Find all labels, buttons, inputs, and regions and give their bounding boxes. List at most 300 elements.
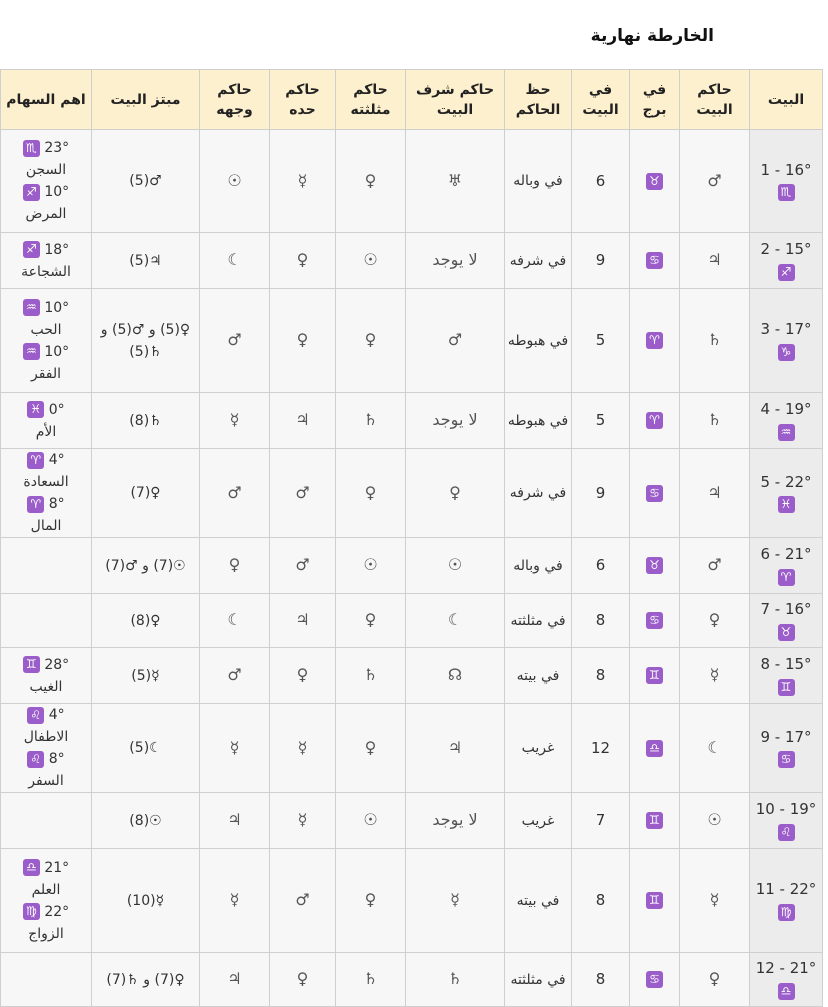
almuten-value: ♃(5) [129, 252, 162, 269]
planet-icon: ♀ [364, 482, 377, 502]
exaltation-ruler-cell [406, 849, 505, 953]
exaltation-ruler-cell [406, 648, 505, 704]
header-in-house: في البيت [572, 70, 630, 130]
ruler-dignity-cell: غريب [505, 793, 572, 849]
zodiac-sign-icon: ♌ [778, 824, 795, 841]
lot-entry [3, 239, 89, 261]
face-ruler-cell [200, 393, 270, 449]
planet-icon: ☿ [229, 890, 240, 909]
zodiac-sign-icon: ♈ [646, 412, 663, 429]
planet-icon: ♀ [296, 250, 309, 269]
almuten-cell [92, 594, 200, 648]
header-row [1, 70, 823, 130]
house-cell [750, 233, 823, 289]
lot-name: العلم [31, 881, 61, 898]
header-triplicity-ruler: حاكم مثلثته [336, 70, 406, 130]
lot-degree: 28° [44, 656, 70, 673]
house-number: 7 [595, 811, 606, 829]
lot-entry [3, 748, 89, 770]
exaltation-ruler-cell [406, 449, 505, 538]
almuten-cell [92, 648, 200, 704]
planet-icon: ♀ [364, 170, 377, 190]
header-house-ruler: حاكم البيت [680, 70, 750, 130]
planet-icon: ♀ [228, 555, 241, 574]
face-ruler-cell [200, 953, 270, 1007]
zodiac-sign-icon: ♋ [646, 485, 663, 502]
table-row [1, 233, 823, 289]
almuten-value: ♄(8) [129, 412, 162, 429]
zodiac-sign-icon: ♏ [23, 140, 40, 157]
lot-degree: 23° [44, 140, 70, 156]
term-ruler-cell [270, 953, 336, 1007]
planet-icon: ♃ [707, 250, 722, 269]
lot-degree: 8° [48, 751, 65, 767]
lot-name: السعادة [23, 474, 69, 490]
planet-icon: ♀ [364, 330, 377, 349]
planet-icon: ☿ [297, 737, 308, 757]
almuten-cell [92, 393, 200, 449]
house-number: 8 [595, 611, 606, 629]
header-house: البيت [750, 70, 823, 130]
triplicity-ruler-cell [336, 130, 406, 233]
planet-icon: ☾ [227, 610, 242, 629]
exaltation-ruler-cell [406, 704, 505, 793]
planet-icon: ♀ [296, 969, 309, 988]
house-ruler-cell [680, 449, 750, 538]
in-house-cell [572, 449, 630, 538]
table-body [1, 130, 823, 1007]
in-sign-cell [630, 130, 680, 233]
in-sign-cell [630, 449, 680, 538]
house-ruler-cell [680, 849, 750, 953]
planet-icon: ☿ [229, 410, 240, 429]
house-cell [750, 449, 823, 538]
house-number: 5 [595, 331, 606, 349]
almuten-value: ☉(7) و ♂(7) [105, 557, 186, 574]
planet-icon: ♀ [364, 610, 377, 629]
lot-name: الشجاعة [21, 263, 71, 280]
almuten-value: ♀(7) [130, 485, 161, 501]
table-row [1, 130, 823, 233]
lots-cell [1, 849, 92, 953]
table-row [1, 538, 823, 594]
planet-icon: ☊ [447, 665, 463, 684]
term-ruler-cell [270, 289, 336, 393]
table-row [1, 289, 823, 393]
zodiac-sign-icon: ♒ [23, 343, 40, 360]
face-ruler-cell [200, 289, 270, 393]
triplicity-ruler-cell [336, 704, 406, 793]
house-number-degree: 7 - 16° [760, 600, 812, 618]
house-number: 5 [595, 411, 606, 429]
zodiac-sign-icon: ♉ [646, 557, 663, 574]
house-ruler-cell [680, 289, 750, 393]
zodiac-sign-icon: ♋ [646, 612, 663, 629]
face-ruler-cell [200, 648, 270, 704]
house-number-degree: 11 - 22° [755, 880, 817, 898]
face-ruler-cell [200, 793, 270, 849]
ruler-dignity-cell: غريب [505, 704, 572, 793]
planet-icon: ☿ [709, 665, 720, 684]
header-term-ruler: حاكم حده [270, 70, 336, 130]
planet-icon: ♃ [227, 969, 242, 988]
term-ruler-cell [270, 648, 336, 704]
lot-name: المال [30, 518, 62, 534]
triplicity-ruler-cell [336, 449, 406, 538]
term-ruler-cell [270, 793, 336, 849]
almuten-cell [92, 793, 200, 849]
house-number-degree: 5 - 22° [760, 472, 812, 491]
planet-icon: ☿ [229, 737, 240, 757]
lots-cell [1, 648, 92, 704]
house-number: 9 [595, 483, 606, 502]
house-number: 8 [595, 891, 606, 909]
house-ruler-cell [680, 953, 750, 1007]
house-ruler-cell [680, 393, 750, 449]
planet-icon: ☿ [450, 890, 460, 909]
house-cell [750, 594, 823, 648]
ruler-dignity-cell: في شرفه [505, 449, 572, 538]
term-ruler-cell [270, 233, 336, 289]
zodiac-sign-icon: ♈ [27, 452, 44, 469]
house-number: 8 [595, 666, 606, 684]
house-cell [750, 704, 823, 793]
in-house-cell [572, 393, 630, 449]
lots-cell [1, 289, 92, 393]
in-house-cell [572, 233, 630, 289]
ruler-dignity-cell: في مثلثته [505, 953, 572, 1007]
house-ruler-cell [680, 594, 750, 648]
planet-icon: ♃ [707, 482, 722, 502]
zodiac-sign-icon: ♓ [778, 496, 795, 513]
in-sign-cell [630, 953, 680, 1007]
face-ruler-cell [200, 538, 270, 594]
exaltation-ruler-cell [406, 130, 505, 233]
lot-degree: 8° [48, 496, 65, 512]
triplicity-ruler-cell [336, 393, 406, 449]
planet-icon: ☿ [709, 890, 720, 909]
in-sign-cell [630, 793, 680, 849]
lot-name: الزواج [28, 925, 64, 942]
in-house-cell [572, 594, 630, 648]
ruler-dignity-cell: في مثلثته [505, 594, 572, 648]
planet-icon: ♄ [363, 410, 378, 429]
house-number: 12 [590, 738, 611, 757]
planet-icon: ♂ [295, 555, 310, 574]
zodiac-sign-icon: ♈ [646, 332, 663, 349]
planet-icon: ☉ [363, 555, 378, 574]
planet-icon: ♃ [227, 810, 242, 829]
planet-icon: ♄ [447, 969, 463, 988]
term-ruler-cell [270, 130, 336, 233]
planet-icon: ☉ [707, 810, 722, 829]
house-number: 8 [595, 970, 606, 988]
zodiac-sign-icon: ♋ [646, 252, 663, 269]
table-row [1, 648, 823, 704]
exaltation-ruler-cell [406, 233, 505, 289]
in-house-cell [572, 704, 630, 793]
zodiac-sign-icon: ♊ [646, 667, 663, 684]
lot-name: الغيب [29, 678, 63, 695]
house-number: 6 [595, 556, 606, 574]
zodiac-sign-icon: ♉ [646, 173, 663, 190]
term-ruler-cell [270, 538, 336, 594]
ruler-dignity-cell: في هبوطه [505, 393, 572, 449]
lot-degree: 10° [44, 299, 70, 316]
table-row [1, 594, 823, 648]
house-cell [750, 849, 823, 953]
almuten-value: ☉(8) [129, 812, 162, 829]
lot-entry [3, 901, 89, 923]
lot-entry [3, 449, 89, 471]
triplicity-ruler-cell [336, 793, 406, 849]
exaltation-ruler-cell [406, 793, 505, 849]
house-number: 6 [595, 171, 606, 190]
ruler-dignity-cell: في بيته [505, 849, 572, 953]
zodiac-sign-icon: ♏ [778, 184, 795, 201]
table-row [1, 704, 823, 793]
house-number: 9 [595, 251, 606, 269]
lot-entry [3, 341, 89, 363]
page-title: الخارطة نهارية [590, 26, 714, 46]
planet-icon: لا يوجد [432, 810, 478, 829]
house-ruler-cell [680, 648, 750, 704]
lots-cell [1, 953, 92, 1007]
planet-icon: ♄ [707, 410, 722, 429]
zodiac-sign-icon: ♎ [646, 740, 663, 757]
lot-degree: 22° [44, 903, 70, 920]
zodiac-sign-icon: ♌ [27, 707, 44, 724]
table-row [1, 793, 823, 849]
house-number-degree: 10 - 19° [755, 800, 817, 818]
lot-name: الحب [30, 321, 62, 338]
planet-icon: ♀ [364, 890, 377, 909]
triplicity-ruler-cell [336, 289, 406, 393]
ruler-dignity-cell: في وباله [505, 538, 572, 594]
lot-entry [3, 399, 89, 421]
zodiac-sign-icon: ♊ [778, 679, 795, 696]
planet-icon: ☉ [363, 810, 378, 829]
lot-name: المرض [25, 206, 67, 222]
in-sign-cell [630, 393, 680, 449]
triplicity-ruler-cell [336, 849, 406, 953]
triplicity-ruler-cell [336, 594, 406, 648]
zodiac-sign-icon: ♒ [778, 424, 795, 441]
lot-name: السفر [28, 773, 64, 789]
table-row [1, 953, 823, 1007]
in-house-cell [572, 289, 630, 393]
house-cell [750, 393, 823, 449]
planet-icon: ♄ [363, 969, 378, 988]
almuten-cell [92, 449, 200, 538]
header-face-ruler: حاكم وجهه [200, 70, 270, 130]
zodiac-sign-icon: ♒ [23, 299, 40, 316]
lot-name: الفقر [30, 365, 62, 382]
term-ruler-cell [270, 849, 336, 953]
almuten-value: ♀(8) [130, 612, 161, 629]
ruler-dignity-cell: في هبوطه [505, 289, 572, 393]
lot-name: الأم [35, 423, 57, 440]
almuten-value: ☾(5) [129, 740, 162, 756]
house-ruler-cell [680, 233, 750, 289]
lot-degree: 21° [44, 859, 70, 876]
zodiac-sign-icon: ♑ [778, 344, 795, 361]
lot-degree: 0° [48, 401, 65, 418]
term-ruler-cell [270, 704, 336, 793]
planet-icon: ♀ [708, 969, 721, 988]
in-sign-cell [630, 594, 680, 648]
exaltation-ruler-cell [406, 289, 505, 393]
in-sign-cell [630, 704, 680, 793]
zodiac-sign-icon: ♊ [646, 892, 663, 909]
almuten-cell [92, 289, 200, 393]
lots-cell [1, 793, 92, 849]
almuten-value: ♀(7) و ♄(7) [106, 971, 185, 988]
face-ruler-cell [200, 594, 270, 648]
house-number-degree: 6 - 21° [760, 545, 812, 563]
table-row [1, 393, 823, 449]
planet-icon: ☉ [447, 555, 463, 574]
planet-icon: ♂ [227, 665, 242, 684]
planet-icon: ♂ [295, 482, 310, 502]
almuten-cell [92, 704, 200, 793]
lot-name: الاطفال [23, 729, 69, 745]
header-exaltation-ruler: حاكم شرف البيت [406, 70, 505, 130]
lots-cell [1, 449, 92, 538]
planet-icon: ♂ [227, 482, 242, 502]
zodiac-sign-icon: ♈ [778, 569, 795, 586]
planet-icon: ♄ [363, 665, 378, 684]
zodiac-sign-icon: ♐ [778, 264, 795, 281]
in-sign-cell [630, 538, 680, 594]
term-ruler-cell [270, 594, 336, 648]
in-house-cell [572, 793, 630, 849]
planet-icon: ♃ [295, 610, 310, 629]
triplicity-ruler-cell [336, 538, 406, 594]
zodiac-sign-icon: ♎ [23, 859, 40, 876]
house-cell [750, 538, 823, 594]
lot-entry [3, 654, 89, 676]
house-ruler-cell [680, 130, 750, 233]
lot-degree: 18° [44, 241, 70, 258]
planet-icon: ☿ [297, 810, 308, 829]
table-row [1, 849, 823, 953]
lots-cell [1, 538, 92, 594]
face-ruler-cell [200, 449, 270, 538]
exaltation-ruler-cell [406, 393, 505, 449]
in-house-cell [572, 538, 630, 594]
almuten-value: ☿(5) [131, 667, 160, 684]
lots-cell [1, 393, 92, 449]
planet-icon: ☾ [227, 250, 242, 269]
house-cell [750, 953, 823, 1007]
lot-entry [3, 297, 89, 319]
planet-icon: ☿ [297, 170, 308, 190]
planet-icon: ♂ [707, 170, 722, 190]
almuten-cell [92, 538, 200, 594]
lot-degree: 4° [48, 452, 65, 468]
house-number-degree: 12 - 21° [755, 959, 817, 977]
zodiac-sign-icon: ♎ [778, 983, 795, 1000]
planet-icon: ♀ [364, 737, 377, 757]
ruler-dignity-cell: في شرفه [505, 233, 572, 289]
header-ruler-dignity: حظ الحاكم [505, 70, 572, 130]
face-ruler-cell [200, 130, 270, 233]
exaltation-ruler-cell [406, 538, 505, 594]
house-cell [750, 289, 823, 393]
lot-entry [3, 857, 89, 879]
almuten-cell [92, 953, 200, 1007]
lot-degree: 4° [48, 707, 65, 723]
planet-icon: ☾ [707, 737, 722, 757]
planet-icon: ♂ [295, 890, 310, 909]
planet-icon: ♂ [707, 555, 722, 574]
zodiac-sign-icon: ♍ [23, 903, 40, 920]
zodiac-sign-icon: ♐ [23, 241, 40, 258]
ruler-dignity-cell: في بيته [505, 648, 572, 704]
in-sign-cell [630, 849, 680, 953]
ruler-dignity-cell: في وباله [505, 130, 572, 233]
house-ruler-cell [680, 538, 750, 594]
term-ruler-cell [270, 449, 336, 538]
zodiac-sign-icon: ♐ [23, 184, 40, 201]
lots-cell [1, 594, 92, 648]
lots-cell [1, 130, 92, 233]
in-sign-cell [630, 233, 680, 289]
house-cell [750, 648, 823, 704]
triplicity-ruler-cell [336, 233, 406, 289]
zodiac-sign-icon: ♋ [646, 971, 663, 988]
house-ruler-cell [680, 704, 750, 793]
lot-degree: 10° [44, 184, 70, 200]
house-cell [750, 793, 823, 849]
term-ruler-cell [270, 393, 336, 449]
face-ruler-cell [200, 233, 270, 289]
house-rulers-table [0, 69, 823, 1007]
lot-degree: 10° [44, 343, 70, 360]
planet-icon: ♂ [447, 330, 463, 349]
in-sign-cell [630, 648, 680, 704]
planet-icon: لا يوجد [432, 410, 478, 429]
in-house-cell [572, 648, 630, 704]
zodiac-sign-icon: ♍ [778, 904, 795, 921]
zodiac-sign-icon: ♌ [27, 751, 44, 768]
planet-icon: ♀ [708, 610, 721, 629]
zodiac-sign-icon: ♊ [23, 656, 40, 673]
lots-cell [1, 233, 92, 289]
header-in-sign: في برج [630, 70, 680, 130]
almuten-value: ♂(5) [129, 173, 162, 189]
almuten-cell [92, 849, 200, 953]
lot-name: السجن [25, 162, 67, 178]
planet-icon: ♃ [295, 410, 310, 429]
face-ruler-cell [200, 849, 270, 953]
zodiac-sign-icon: ♈ [27, 496, 44, 513]
zodiac-sign-icon: ♋ [778, 751, 795, 768]
lot-entry [3, 181, 89, 203]
header-almuten: مبتز البيت [92, 70, 200, 130]
almuten-value: ☿(10) [126, 892, 165, 909]
almuten-cell [92, 233, 200, 289]
face-ruler-cell [200, 704, 270, 793]
in-sign-cell [630, 289, 680, 393]
zodiac-sign-icon: ♓ [27, 401, 44, 418]
house-number-degree: 3 - 17° [760, 320, 812, 338]
in-house-cell [572, 953, 630, 1007]
house-ruler-cell [680, 793, 750, 849]
planet-icon: ♂ [227, 330, 242, 349]
header-lots: اهم السهام [1, 70, 92, 130]
